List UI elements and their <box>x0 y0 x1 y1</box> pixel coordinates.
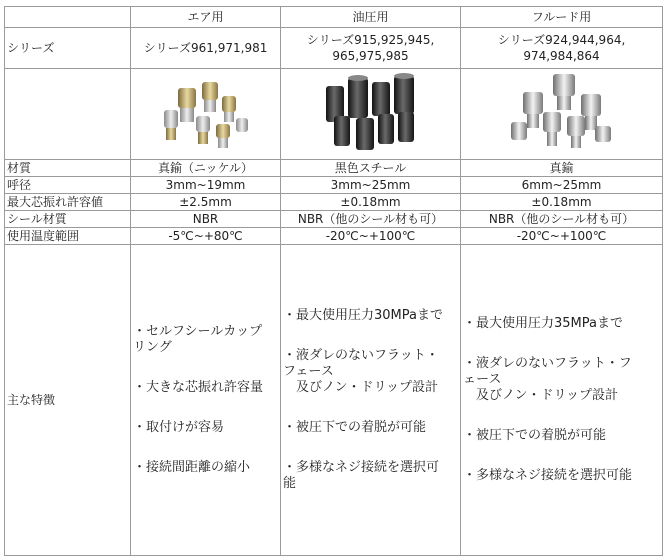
series-row <box>5 28 663 69</box>
feature-line: ・最大使用圧力30MPaまで <box>283 308 443 323</box>
temperature-air: -5℃~+80℃ <box>131 228 281 245</box>
series-hydraulic <box>281 28 461 69</box>
image-cell-fluid <box>461 69 663 160</box>
row-label-temperature: 使用温度範囲 <box>5 228 131 245</box>
image-cell-air <box>131 69 281 160</box>
feature-line: ・被圧下での着脱が可能 <box>283 420 427 435</box>
brass-coupling-group-icon <box>156 74 256 154</box>
seal-fluid: NBR（他のシール材も可） <box>461 211 663 228</box>
feature-line: ・液ダレのないフラット・フ <box>463 356 632 371</box>
brass-silver-coupling-group-icon <box>507 72 617 156</box>
row-label-bore: 呼径 <box>5 177 131 194</box>
features-row <box>5 245 663 556</box>
material-fluid: 真鍮 <box>461 160 663 177</box>
series-air-line1: シリーズ961,971,981 <box>143 41 268 55</box>
header-row <box>5 7 663 28</box>
header-hydraulic: 油圧用 <box>281 7 461 28</box>
feature-line: 及びノン・ドリップ設計 <box>283 380 438 395</box>
feature-line: ・大きな芯振れ許容量 <box>133 380 264 395</box>
row-label-seal: シール材質 <box>5 211 131 228</box>
features-hydraulic <box>281 245 461 556</box>
series-fluid-line1: シリーズ924,944,964, <box>497 33 626 47</box>
feature-line: ・接続間距離の縮小 <box>133 460 251 475</box>
features-fluid <box>461 245 663 556</box>
bore-air: 3mm~19mm <box>131 177 281 194</box>
feature-line: ェース <box>463 372 502 387</box>
temperature-hydraulic: -20℃~+100℃ <box>281 228 461 245</box>
misalignment-hydraulic: ±0.18mm <box>281 194 461 211</box>
material-hydraulic: 黒色スチール <box>281 160 461 177</box>
row-label-features: 主な特徴 <box>5 245 131 556</box>
feature-line: 能 <box>283 476 297 491</box>
series-air <box>131 28 281 69</box>
seal-air: NBR <box>131 211 281 228</box>
black-steel-coupling-group-icon <box>316 72 426 156</box>
feature-line: リング <box>133 340 172 355</box>
image-empty-cell <box>5 69 131 160</box>
header-empty-cell <box>5 7 131 28</box>
row-label-material: 材質 <box>5 160 131 177</box>
feature-line: フェース <box>283 364 334 379</box>
bore-hydraulic: 3mm~25mm <box>281 177 461 194</box>
image-cell-hydraulic <box>281 69 461 160</box>
row-label-misalignment: 最大芯振れ許容値 <box>5 194 131 211</box>
features-air <box>131 245 281 556</box>
feature-line: ・液ダレのないフラット・ <box>283 348 439 363</box>
header-air: エア用 <box>131 7 281 28</box>
series-hydraulic-line1: シリーズ915,925,945, <box>306 33 435 47</box>
feature-line: 及びノン・ドリップ設計 <box>463 388 618 403</box>
misalignment-air: ±2.5mm <box>131 194 281 211</box>
feature-line: ・多様なネジ接続を選択可 <box>283 460 440 475</box>
misalignment-row <box>5 194 663 211</box>
seal-row <box>5 211 663 228</box>
series-hydraulic-line2: 965,975,985 <box>332 49 409 63</box>
misalignment-fluid: ±0.18mm <box>461 194 663 211</box>
feature-line: ・取付けが容易 <box>133 420 225 435</box>
header-fluid: フルード用 <box>461 7 663 28</box>
seal-hydraulic: NBR（他のシール材も可） <box>281 211 461 228</box>
spec-table <box>4 6 663 556</box>
bore-row <box>5 177 663 194</box>
feature-line: ・セルフシールカップ <box>133 324 263 339</box>
bore-fluid: 6mm~25mm <box>461 177 663 194</box>
temperature-fluid: -20℃~+100℃ <box>461 228 663 245</box>
series-fluid-line2: 974,984,864 <box>523 49 600 63</box>
image-row <box>5 69 663 160</box>
temperature-row <box>5 228 663 245</box>
material-air: 真鍮（ニッケル） <box>131 160 281 177</box>
row-label-series: シリーズ <box>5 28 131 69</box>
material-row <box>5 160 663 177</box>
feature-line: ・最大使用圧力35MPaまで <box>463 316 623 331</box>
feature-line: ・被圧下での着脱が可能 <box>463 428 607 443</box>
series-fluid <box>461 28 663 69</box>
feature-line: ・多様なネジ接続を選択可能 <box>463 468 633 483</box>
